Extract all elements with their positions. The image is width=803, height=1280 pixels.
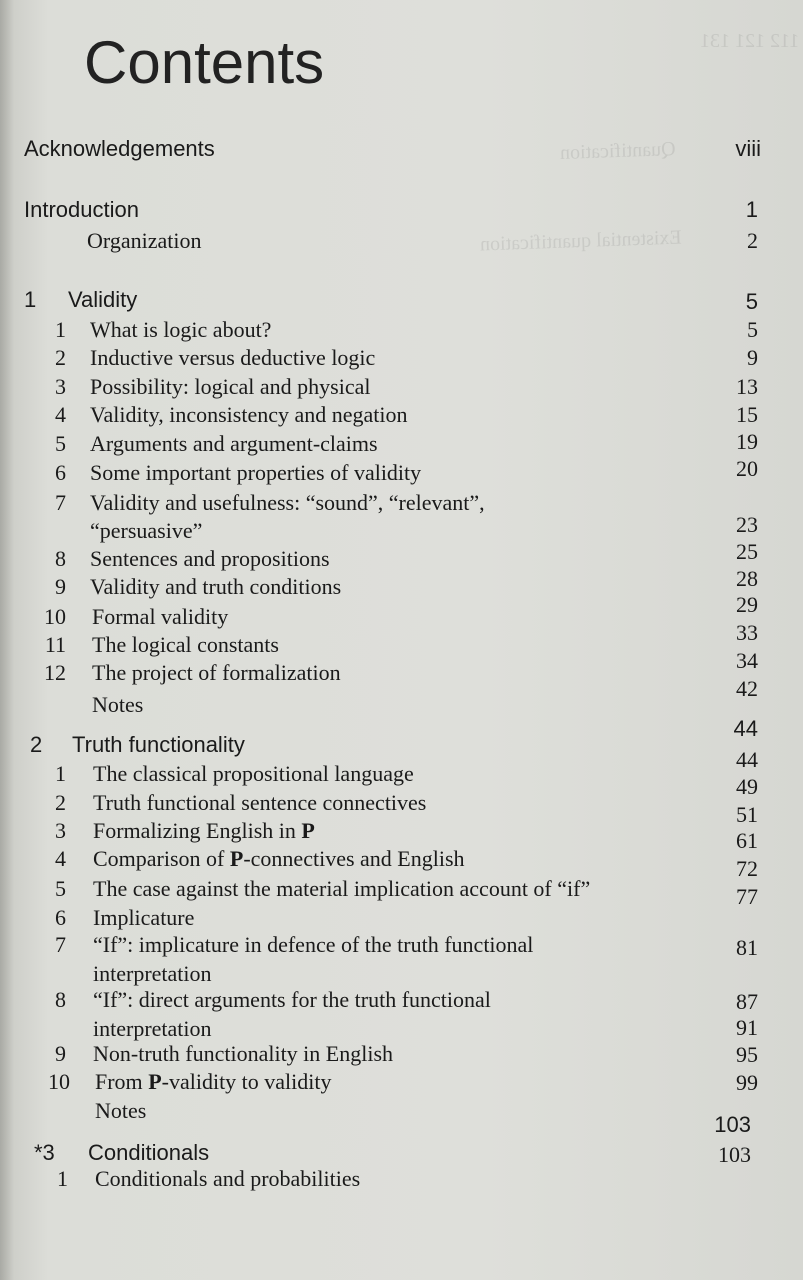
- section-number: 2: [55, 790, 66, 815]
- section-page: 81: [736, 935, 758, 960]
- section-number: 12: [44, 660, 66, 685]
- section-page: 23: [736, 512, 758, 537]
- section-page: 13: [736, 374, 758, 399]
- section-title: Implicature: [93, 905, 195, 930]
- section-title: What is logic about?: [90, 317, 272, 342]
- section-number: 11: [44, 632, 66, 657]
- section-page: 34: [736, 648, 758, 673]
- section-title: Validity and usefulness: “sound”, “relevant”,: [90, 490, 485, 515]
- chapter-title: Conditionals: [88, 1140, 210, 1165]
- section-number: 4: [55, 402, 66, 427]
- section-page: 72: [736, 856, 758, 881]
- notes-page: 99: [736, 1070, 758, 1095]
- notes-label: Notes: [92, 692, 144, 717]
- section-title: “If”: implicature in defence of the truth functional: [93, 932, 534, 957]
- section-title: Truth functional sentence connectives: [93, 790, 427, 815]
- notes-page: 42: [736, 676, 758, 701]
- chapter-number: *3: [34, 1140, 55, 1165]
- section-page: 44: [736, 747, 758, 772]
- section-number: 3: [55, 818, 66, 843]
- section-title: The project of formalization: [92, 660, 341, 685]
- section-number: 5: [55, 876, 66, 901]
- chapter-title: Validity: [68, 287, 138, 312]
- section-number: 1: [55, 761, 66, 786]
- entry-page: viii: [735, 136, 761, 161]
- show-through-text: Existential quantification: [479, 226, 682, 256]
- section-title: Inductive versus deductive logic: [90, 345, 376, 370]
- section-number: 4: [55, 846, 66, 871]
- section-title: Formalizing English in P: [93, 818, 315, 843]
- section-number: 9: [55, 1041, 66, 1066]
- section-title: Validity, inconsistency and negation: [90, 402, 408, 427]
- chapter-page: 5: [745, 289, 758, 314]
- chapter-number: 2: [30, 732, 43, 757]
- section-page: 91: [736, 1015, 758, 1040]
- notes-label: Notes: [95, 1098, 147, 1123]
- section-title: From P-validity to validity: [95, 1069, 332, 1094]
- bold-letter: P: [148, 1069, 162, 1094]
- section-title: Possibility: logical and physical: [90, 374, 371, 399]
- chapter-number: 1: [24, 287, 37, 312]
- page-edge-shadow: [0, 0, 14, 1280]
- section-title: Arguments and argument-claims: [90, 431, 378, 456]
- section-number: 1: [57, 1166, 68, 1191]
- entry-label: Organization: [87, 228, 202, 253]
- section-title-continued: interpretation: [93, 1016, 212, 1041]
- entry-label: Acknowledgements: [24, 136, 215, 161]
- section-page: 5: [747, 317, 758, 342]
- section-title-continued: “persuasive”: [90, 518, 203, 543]
- section-number: 6: [55, 460, 66, 485]
- entry-page: 1: [745, 197, 758, 222]
- section-page: 25: [736, 539, 758, 564]
- section-title: “If”: direct arguments for the truth functional: [93, 987, 491, 1012]
- section-title: Sentences and propositions: [90, 546, 330, 571]
- section-title: Validity and truth conditions: [90, 574, 342, 599]
- section-page: 29: [736, 592, 758, 617]
- section-title: The classical propositional language: [93, 761, 414, 786]
- show-through-text: 112 121 131: [700, 30, 800, 52]
- section-page: 87: [736, 989, 758, 1014]
- section-page: 77: [736, 884, 758, 909]
- section-title: Formal validity: [92, 604, 229, 629]
- chapter-page-secondary: 103: [718, 1142, 751, 1167]
- section-page: 28: [736, 566, 758, 591]
- section-title-continued: interpretation: [93, 961, 212, 986]
- section-number: 7: [55, 932, 66, 957]
- section-page: 33: [736, 620, 758, 645]
- section-number: 7: [55, 490, 66, 515]
- section-title: The case against the material implication account of “if”: [93, 876, 591, 901]
- section-page: 19: [736, 429, 758, 454]
- chapter-page: 44: [733, 716, 758, 741]
- bold-letter: P: [229, 846, 244, 871]
- section-number: 10: [44, 604, 66, 629]
- entry-page: 2: [747, 228, 758, 253]
- section-number: 9: [55, 574, 66, 599]
- show-through-text: Quantification: [559, 137, 676, 165]
- page-title: Contents: [84, 29, 325, 96]
- section-title: Conditionals and probabilities: [95, 1166, 361, 1191]
- section-page: 20: [736, 456, 758, 481]
- chapter-title: Truth functionality: [72, 732, 245, 757]
- section-number: 1: [55, 317, 66, 342]
- bold-letter: P: [301, 818, 315, 843]
- entry-label: Introduction: [24, 197, 139, 222]
- section-page: 51: [736, 802, 758, 827]
- section-title: Comparison of P-connectives and English: [93, 846, 465, 871]
- section-page: 49: [736, 774, 758, 799]
- section-title: Non-truth functionality in English: [93, 1041, 394, 1066]
- section-number: 3: [55, 374, 66, 399]
- section-number: 2: [55, 345, 66, 370]
- section-number: 8: [55, 546, 66, 571]
- chapter-page: 103: [714, 1112, 751, 1137]
- section-number: 6: [55, 905, 66, 930]
- section-number: 5: [55, 431, 66, 456]
- section-number: 8: [55, 987, 66, 1012]
- section-page: 61: [736, 828, 758, 853]
- section-page: 9: [747, 345, 758, 370]
- section-title: Some important properties of validity: [90, 460, 422, 485]
- section-page: 15: [736, 402, 758, 427]
- section-number: 10: [48, 1069, 70, 1094]
- section-page: 95: [736, 1042, 758, 1067]
- section-title: The logical constants: [92, 632, 279, 657]
